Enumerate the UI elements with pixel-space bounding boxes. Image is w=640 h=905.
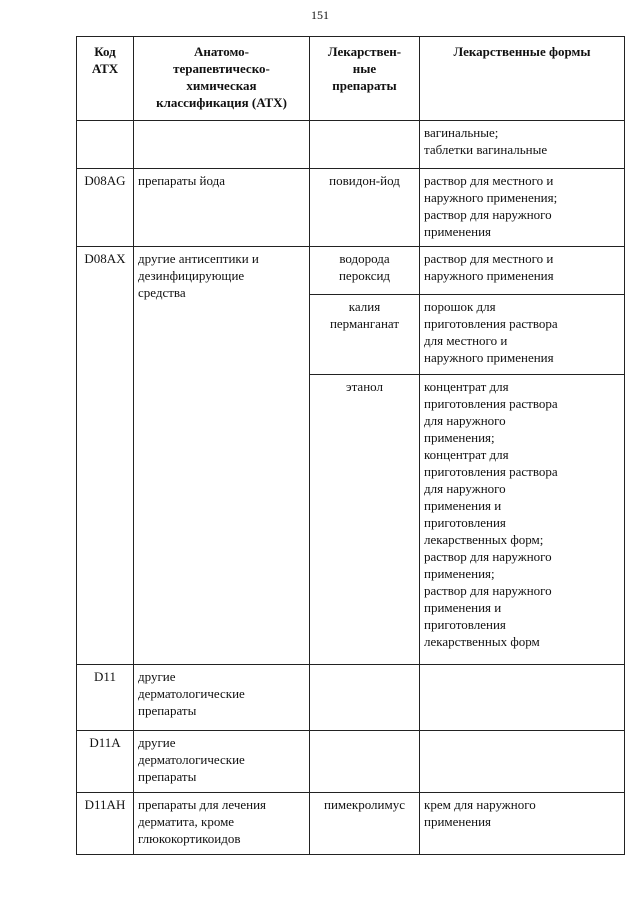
cell-forms: концентрат для приготовления раствора для наружного применения; концентрат для приготовления раствора для наружного применения и приготовления лекарственных форм; раствор для наружного применения; раствор для наружного применения и приготовления лекарственных форм [420,375,625,665]
cell-forms: раствор для местного и наружного применения [420,247,625,295]
cell-classification: препараты йода [134,169,310,247]
cell-classification [134,121,310,169]
cell-forms: раствор для местного и наружного применения; раствор для наружного применения [420,169,625,247]
table-row [77,665,625,731]
cell-forms [420,731,625,793]
cell-code: D08AX [77,247,134,665]
cell-forms: вагинальные; таблетки вагинальные [420,121,625,169]
table-row [77,793,625,855]
cell-drug [310,665,420,731]
cell-code: D11A [77,731,134,793]
cell-drug: повидон-йод [310,169,420,247]
cell-code: D11 [77,665,134,731]
atx-table [76,36,625,855]
header-classification: Анатомо- терапевтическо- химическая классификация (АТХ) [134,37,310,121]
cell-classification: препараты для лечения дерматита, кроме глюкокортикоидов [134,793,310,855]
cell-forms: порошок для приготовления раствора для местного и наружного применения [420,295,625,375]
header-drugs: Лекарствен- ные препараты [310,37,420,121]
cell-forms [420,665,625,731]
cell-code [77,121,134,169]
table-row [77,247,625,295]
cell-drug: пимекролимус [310,793,420,855]
cell-classification: другие дерматологические препараты [134,665,310,731]
cell-classification: другие дерматологические препараты [134,731,310,793]
cell-classification: другие антисептики и дезинфицирующие средства [134,247,310,665]
cell-forms: крем для наружного применения [420,793,625,855]
cell-drug [310,731,420,793]
table-header-row [77,37,625,121]
table-row [77,731,625,793]
cell-drug: калия перманганат [310,295,420,375]
header-code: Код АТХ [77,37,134,121]
cell-code: D08AG [77,169,134,247]
table-row [77,121,625,169]
header-forms: Лекарственные формы [420,37,625,121]
cell-drug: этанол [310,375,420,665]
table-row [77,169,625,247]
cell-code: D11AH [77,793,134,855]
cell-drug: водорода пероксид [310,247,420,295]
cell-drug [310,121,420,169]
page-number: 151 [311,8,329,22]
